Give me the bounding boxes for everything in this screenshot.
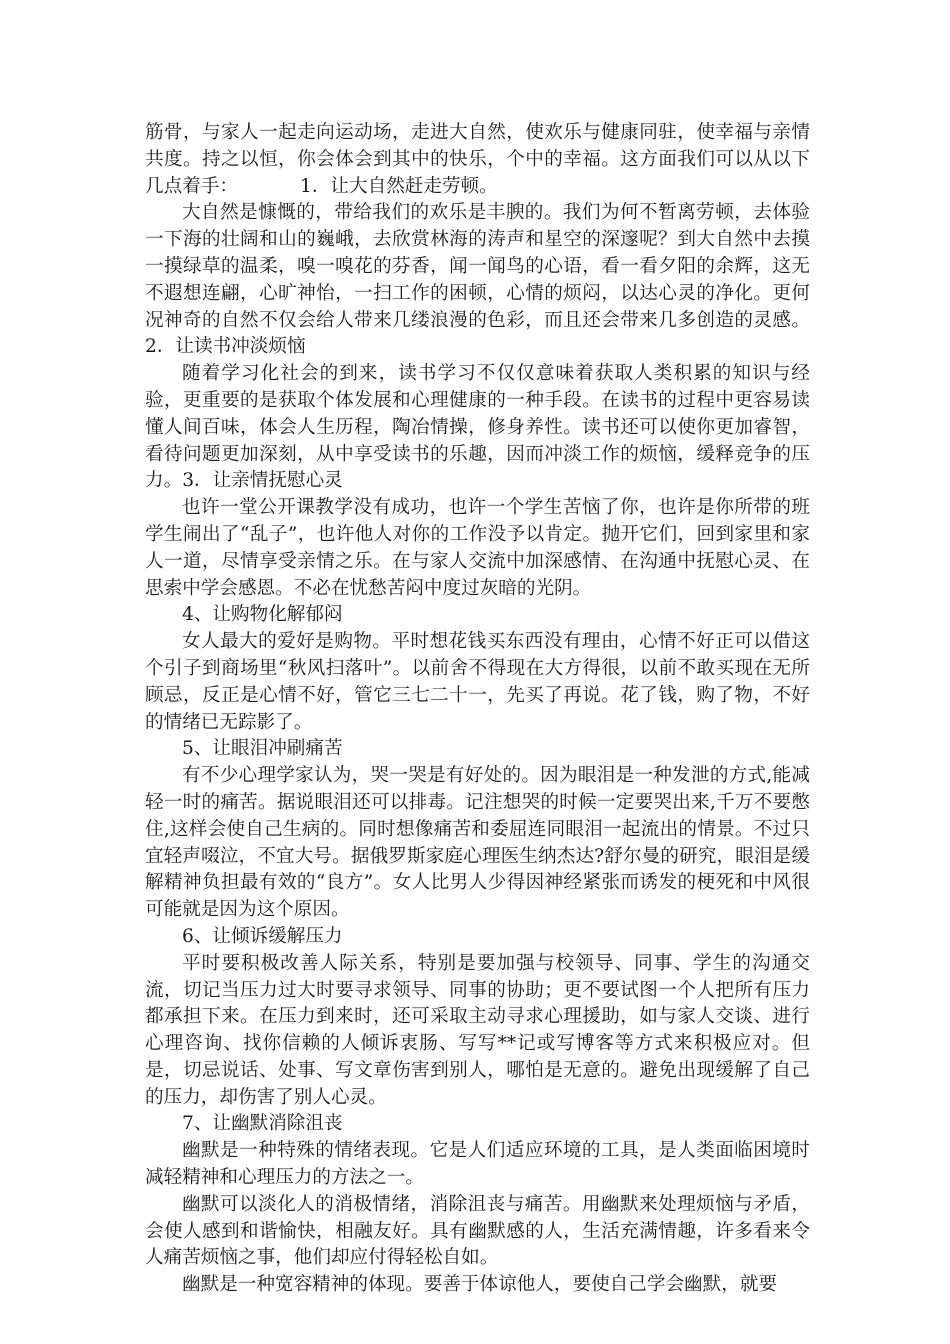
section-heading-nature: 1．让大自然赶走劳顿。 (299, 175, 498, 197)
paragraph-humor-effects: 幽默可以淡化人的消极情绪，消除沮丧与痛苦。用幽默来处理烦恼与矛盾，会使人感到和谐愉快，相融友好。具有幽默感的人，生活充满情趣，许多看来令人痛苦烦恼之事，他们却应付得轻松自如。 (145, 1193, 810, 1269)
paragraph-confide: 平时要积极改善人际关系，特别是要加强与校领导、同事、学生的沟通交流，切记当压力过大时要寻求领导、同事的协助；更不要试图一个人把所有压力都承担下来。在压力到来时，还可采取主动寻求心理援助，如与家人交谈、进行心理咨询、找你信赖的人倾诉衷肠、写写**记或写博客等方式来积极应对。但是，切忌说话、处事、写文章伤害到别人，哪怕是无意的。避免出现缓解了自己的压力，却伤害了别人心灵。 (145, 952, 810, 1108)
document-body (145, 120, 810, 1299)
section-heading-confide: 6、让倾诉缓解压力 (182, 925, 343, 947)
paragraph-intro-text: 筋骨，与家人一起走向运动场，走进大自然，使欢乐与健康同驻，使幸福与亲情共度。持之以恒，你会体会到其中的快乐，个中的幸福。这方面我们可以从以下几点着手： (145, 122, 810, 197)
section-heading-humor: 7、让幽默消除沮丧 (182, 1113, 343, 1135)
paragraph-reading: 随着学习化社会的到来，读书学习不仅仅意味着获取人类积累的知识与经验，更重要的是获取个体发展和心理健康的一种手段。在读书的过程中更容易读懂人间百味，体会人生历程，陶冶情操，修身养性。读书还可以使你更加睿智，看待问题更加深刻，从中享受读书的乐趣，因而冲淡工作的烦恼，缓释竞争的压力。3．让亲情抚慰心灵 (145, 363, 810, 492)
section-heading-tears: 5、让眼泪冲刷痛苦 (182, 738, 343, 760)
paragraph-humor-definition: 幽默是一种特殊的情绪表现。它是人们适应环境的工具，是人类面临困境时减轻精神和心理压力的方法之一。 (145, 1140, 810, 1189)
paragraph-humor-tolerance: 幽默是一种宽容精神的体现。要善于体谅他人，要使自己学会幽默，就要 (182, 1274, 778, 1296)
section-heading-shopping: 4、让购物化解郁闷 (182, 604, 343, 626)
paragraph-shopping: 女人最大的爱好是购物。平时想花钱买东西没有理由，心情不好正可以借这个引子到商场里“秋风扫落叶”。以前舍不得现在大方得很，以前不敢买现在无所顾忌，反正是心情不好，管它三七二十一，先买了再说。花了钱，购了物，不好的情绪已无踪影了。 (145, 631, 810, 733)
paragraph-tears: 有不少心理学家认为，哭一哭是有好处的。因为眼泪是一种发泄的方式,能减轻一时的痛苦。据说眼泪还可以排毒。记注想哭的时候一定要哭出来,千万不要憋住,这样会使自己生病的。同时想像痛苦和委屈连同眼泪一起流出的情景。不过只宜轻声啜泣，不宜大号。据俄罗斯家庭心理医生纳杰达?舒尔曼的研究，眼泪是缓解精神负担最有效的“良方”。女人比男人少得因神经紧张而诱发的梗死和中风很可能就是因为这个原因。 (145, 765, 810, 921)
paragraph-family: 也许一堂公开课教学没有成功，也许一个学生苦恼了你，也许是你所带的班学生闹出了“乱子”，也许他人对你的工作没予以肯定。抛开它们，回到家里和家人一道，尽情享受亲情之乐。在与家人交流中加深感情、在沟通中抚慰心灵、在思索中学会感恩。不必在忧愁苦闷中度过灰暗的光阴。 (145, 497, 810, 599)
paragraph-nature: 大自然是慷慨的，带给我们的欢乐是丰腴的。我们为何不暂离劳顿，去体验一下海的壮阔和山的巍峨，去欣赏林海的涛声和星空的深邃呢？到大自然中去摸一摸绿草的温柔，嗅一嗅花的芬香，闻一闻鸟的心语，看一看夕阳的余辉，这无不遐想连翩，心旷神怡，一扫工作的困顿，心情的烦闷，以达心灵的净化。更何况神奇的自然不仅会给人带来几缕浪漫的色彩，而且还会带来几多创造的灵感。2．让读书冲淡烦恼 (145, 202, 810, 358)
paragraph-intro (145, 120, 810, 200)
